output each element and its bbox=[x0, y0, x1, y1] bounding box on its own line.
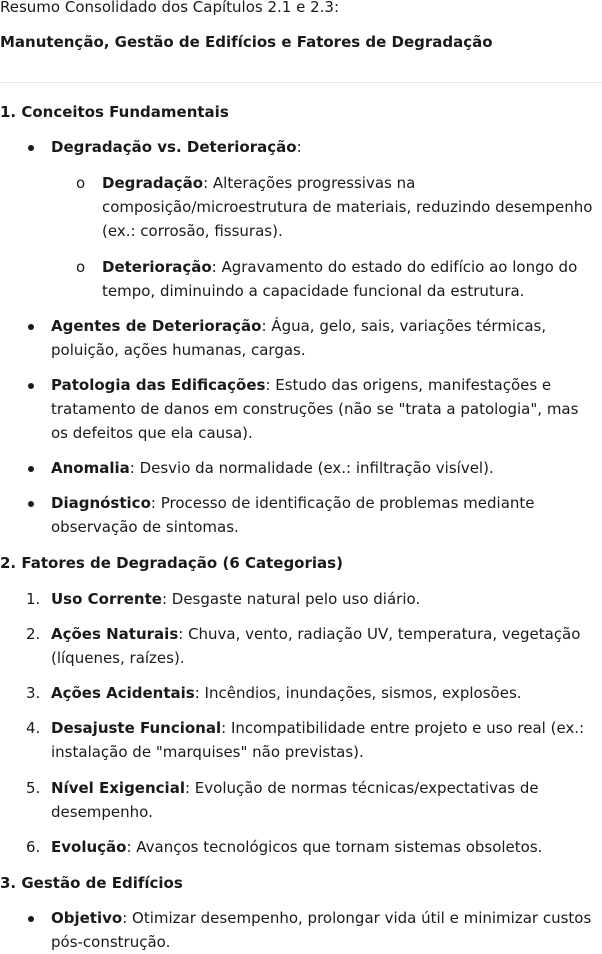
item-term: Desajuste Funcional bbox=[51, 719, 222, 737]
item-number: 6. bbox=[26, 838, 41, 856]
bullet-icon bbox=[28, 466, 34, 472]
item-term: Agentes de Deterioração bbox=[51, 317, 262, 335]
circle-bullet-icon: o bbox=[76, 174, 86, 192]
item-text: : Água, gelo, sais, variações térmicas, poluição, ações humanas, cargas. bbox=[51, 317, 547, 359]
item-text: : Processo de identificação de problemas mediante observação de sintomas. bbox=[51, 494, 535, 536]
item-text: : Estudo das origens, manifestações e tratamento de danos em construções (não se "trata a patologia", mas os defeitos que ela causa). bbox=[51, 376, 579, 442]
section-heading-2: 2. Fatores de Degradação (6 Categorias) bbox=[0, 554, 343, 572]
item-text: : Evolução de normas técnicas/expectativas de desempenho. bbox=[51, 779, 539, 821]
item-text: : Agravamento do estado do edifício ao longo do tempo, diminuindo a capacidade funcional da estrutura. bbox=[102, 258, 578, 300]
item-term: Objetivo bbox=[51, 909, 123, 927]
item-number: 1. bbox=[26, 590, 41, 608]
item-text: : bbox=[296, 138, 302, 156]
item-term: Uso Corrente bbox=[51, 590, 162, 608]
bullet-icon bbox=[28, 383, 34, 389]
item-term: Patologia das Edificações bbox=[51, 376, 266, 394]
bullet-icon bbox=[28, 501, 34, 507]
item-text: : Incêndios, inundações, sismos, explosões. bbox=[194, 684, 522, 702]
item-term: Degradação vs. Deterioração bbox=[51, 138, 297, 156]
item-term: Deterioração bbox=[102, 258, 212, 276]
item-text: : Desgaste natural pelo uso diário. bbox=[161, 590, 421, 608]
document-title-line-1: Resumo Consolidado dos Capítulos 2.1 e 2.3: bbox=[0, 0, 340, 16]
item-text: : Otimizar desempenho, prolongar vida útil e minimizar custos pós-construção. bbox=[51, 909, 592, 951]
document-title-line-2: Manutenção, Gestão de Edifícios e Fatores de Degradação bbox=[0, 33, 493, 51]
section-heading-1: 1. Conceitos Fundamentais bbox=[0, 103, 229, 121]
item-term: Evolução bbox=[51, 838, 127, 856]
item-text: : Avanços tecnológicos que tornam sistemas obsoletos. bbox=[126, 838, 543, 856]
bullet-icon bbox=[28, 145, 34, 151]
item-term: Anomalia bbox=[51, 459, 130, 477]
item-number: 4. bbox=[26, 719, 41, 737]
item-text: : Incompatibilidade entre projeto e uso real (ex.: instalação de "marquises" não previstas). bbox=[51, 719, 585, 761]
bullet-icon bbox=[28, 324, 34, 330]
item-term: Diagnóstico bbox=[51, 494, 151, 512]
item-text: : Desvio da normalidade (ex.: infiltração visível). bbox=[129, 459, 494, 477]
section-heading-3: 3. Gestão de Edifícios bbox=[0, 874, 183, 892]
item-text: : Alterações progressivas na composição/microestrutura de materiais, reduzindo desempenho (ex.: corrosão, fissuras). bbox=[102, 174, 593, 240]
item-number: 2. bbox=[26, 625, 41, 643]
item-term: Nível Exigencial bbox=[51, 779, 185, 797]
item-text: : Chuva, vento, radiação UV, temperatura, vegetação (líquenes, raízes). bbox=[51, 625, 581, 667]
item-term: Ações Acidentais bbox=[51, 684, 195, 702]
item-number: 3. bbox=[26, 684, 41, 702]
item-term: Degradação bbox=[102, 174, 204, 192]
item-number: 5. bbox=[26, 779, 41, 797]
item-term: Ações Naturais bbox=[51, 625, 179, 643]
circle-bullet-icon: o bbox=[76, 258, 86, 276]
bullet-icon bbox=[28, 916, 34, 922]
divider bbox=[0, 82, 602, 83]
